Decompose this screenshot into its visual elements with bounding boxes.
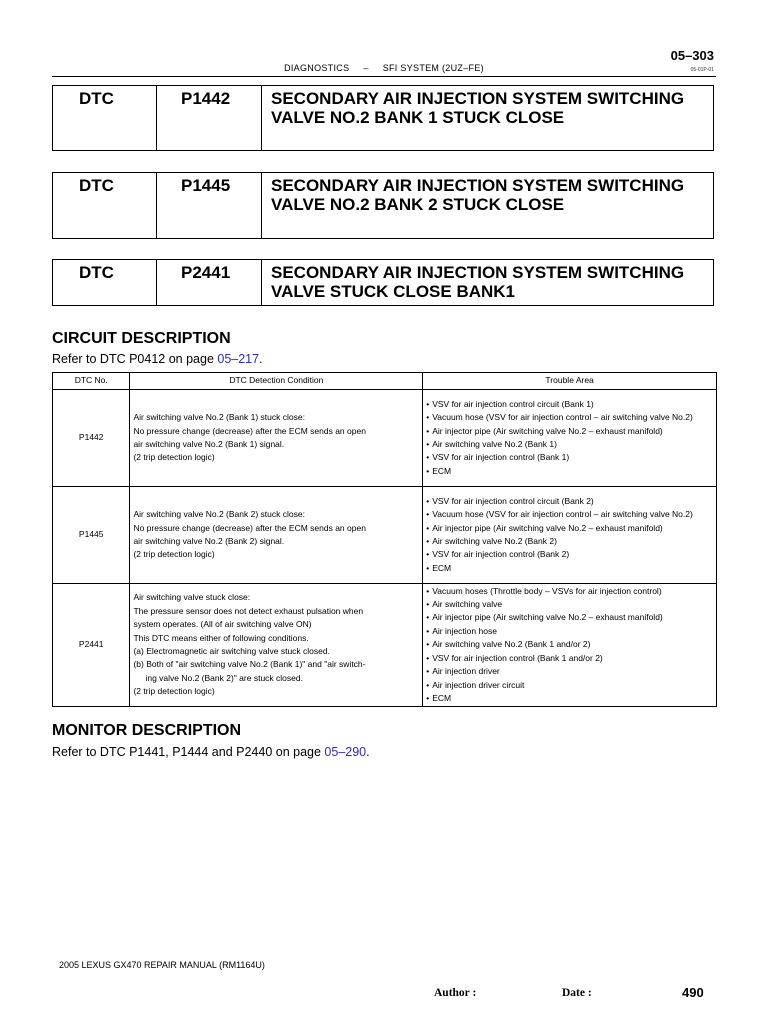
page-number: 490 [682, 985, 704, 1000]
detection-condition [130, 390, 423, 487]
document-id: 05-01P-01 [690, 67, 714, 73]
condition-line: This DTC means either of following conditions. [133, 632, 309, 643]
header-rule [52, 76, 716, 77]
circuit-description-ref [52, 352, 263, 366]
trouble-item: • Air switching valve No.2 (Bank 2) [426, 536, 557, 546]
condition-line: (2 trip detection logic) [133, 452, 215, 463]
monitor-description-ref [52, 745, 370, 759]
trouble-item: • VSV for air injection control (Bank 1 and/or 2) [426, 652, 603, 663]
column-header: Trouble Area [423, 373, 717, 390]
dtc-table [52, 372, 717, 707]
author-label: Author : [434, 987, 477, 999]
dtc-title-box [52, 172, 714, 239]
dtc-title-box [52, 259, 714, 306]
condition-line: (2 trip detection logic) [133, 686, 215, 697]
page-link[interactable]: 05–290 [324, 745, 367, 759]
condition-line: Air switching valve stuck close: [133, 592, 251, 603]
condition-line: Air switching valve No.2 (Bank 1) stuck close: [133, 412, 305, 423]
trouble-item: • ECM [426, 562, 452, 573]
manual-footer: 2005 LEXUS GX470 REPAIR MANUAL (RM1164U) [59, 960, 265, 970]
running-header [0, 63, 768, 73]
date-label: Date : [562, 987, 592, 999]
trouble-item: • Air injection driver circuit [426, 679, 525, 690]
ref-text: Refer to DTC P0412 on page [52, 352, 218, 366]
condition-line: air switching valve No.2 (Bank 1) signal. [133, 439, 285, 449]
dtc-number: P1442 [53, 390, 130, 487]
dtc-title-box [52, 85, 714, 151]
table-row [53, 584, 717, 707]
trouble-item: • ECM [426, 692, 452, 703]
condition-line: system operates. (All of air switching valve ON) [133, 619, 312, 630]
ref-suffix: . [259, 352, 263, 366]
dtc-label: DTC [53, 173, 157, 238]
dtc-code: P1445 [157, 173, 262, 238]
condition-line: Air switching valve No.2 (Bank 2) stuck close: [133, 509, 305, 520]
circuit-description-title: CIRCUIT DESCRIPTION [52, 330, 231, 347]
trouble-area [423, 584, 717, 707]
dtc-code: P2441 [157, 260, 262, 305]
table-header-row [53, 373, 717, 390]
condition-line: air switching valve No.2 (Bank 2) signal. [133, 536, 285, 546]
column-header: DTC Detection Condition [130, 373, 423, 390]
condition-line: No pressure change (decrease) after the ECM sends an open [133, 522, 366, 533]
dtc-title: SECONDARY AIR INJECTION SYSTEM SWITCHING VALVE STUCK CLOSE BANK1 [271, 263, 685, 301]
condition-line: (b) Both of "air switching valve No.2 (Bank 1)" and "air switch- [133, 659, 366, 670]
detection-condition [130, 487, 423, 584]
condition-line: (a) Electromagnetic air switching valve stuck closed. [133, 646, 330, 656]
ref-text: Refer to DTC P1441, P1444 and P2440 on page [52, 745, 325, 759]
trouble-area [423, 487, 717, 584]
condition-line: No pressure change (decrease) after the ECM sends an open [133, 425, 366, 436]
trouble-item: • VSV for air injection control (Bank 1) [426, 452, 570, 463]
trouble-item: • Vacuum hose (VSV for air injection control – air switching valve No.2) [426, 412, 693, 423]
column-header: DTC No. [53, 373, 130, 390]
dtc-label: DTC [53, 260, 157, 305]
ref-suffix: . [366, 745, 370, 759]
dtc-code: P1442 [157, 86, 262, 150]
trouble-item: • Air switching valve No.2 (Bank 1) [426, 439, 557, 449]
trouble-item: • Air injection hose [426, 625, 497, 636]
trouble-item: • ECM [426, 465, 452, 476]
table-row [53, 487, 717, 584]
page-code: 05–303 [670, 48, 714, 63]
dtc-number: P1445 [53, 487, 130, 584]
trouble-item: • Air switching valve No.2 (Bank 1 and/or 2) [426, 639, 591, 650]
trouble-item: • Vacuum hoses (Throttle body – VSVs for air injection control) [426, 585, 662, 596]
trouble-item: • VSV for air injection control (Bank 2) [426, 549, 570, 560]
trouble-item: • VSV for air injection control circuit (Bank 2) [426, 495, 594, 506]
trouble-item: • Air injector pipe (Air switching valve No.2 – exhaust manifold) [426, 612, 663, 623]
trouble-item: • Air injector pipe (Air switching valve No.2 – exhaust manifold) [426, 522, 663, 533]
condition-line: (2 trip detection logic) [133, 549, 215, 560]
table-row [53, 390, 717, 487]
trouble-item: • Air switching valve [426, 599, 503, 610]
trouble-item: • VSV for air injection control circuit (Bank 1) [426, 398, 594, 409]
condition-line: The pressure sensor does not detect exhaust pulsation when [133, 605, 364, 616]
dtc-title: SECONDARY AIR INJECTION SYSTEM SWITCHING VALVE NO.2 BANK 1 STUCK CLOSE [271, 89, 685, 127]
trouble-item: • Air injection driver [426, 666, 500, 677]
dtc-title: SECONDARY AIR INJECTION SYSTEM SWITCHING VALVE NO.2 BANK 2 STUCK CLOSE [271, 176, 685, 214]
trouble-area [423, 390, 717, 487]
header-section: DIAGNOSTICS [284, 63, 350, 73]
header-separator: – [363, 63, 369, 73]
condition-line: ing valve No.2 (Bank 2)" are stuck closed. [145, 672, 303, 683]
detection-condition [130, 584, 423, 707]
monitor-description-title: MONITOR DESCRIPTION [52, 722, 242, 739]
page-link[interactable]: 05–217 [217, 352, 260, 366]
header-system: SFI SYSTEM (2UZ–FE) [382, 63, 484, 73]
dtc-label: DTC [53, 86, 157, 150]
trouble-item: • Vacuum hose (VSV for air injection control – air switching valve No.2) [426, 509, 693, 520]
dtc-number: P2441 [53, 584, 130, 707]
trouble-item: • Air injector pipe (Air switching valve No.2 – exhaust manifold) [426, 425, 663, 436]
